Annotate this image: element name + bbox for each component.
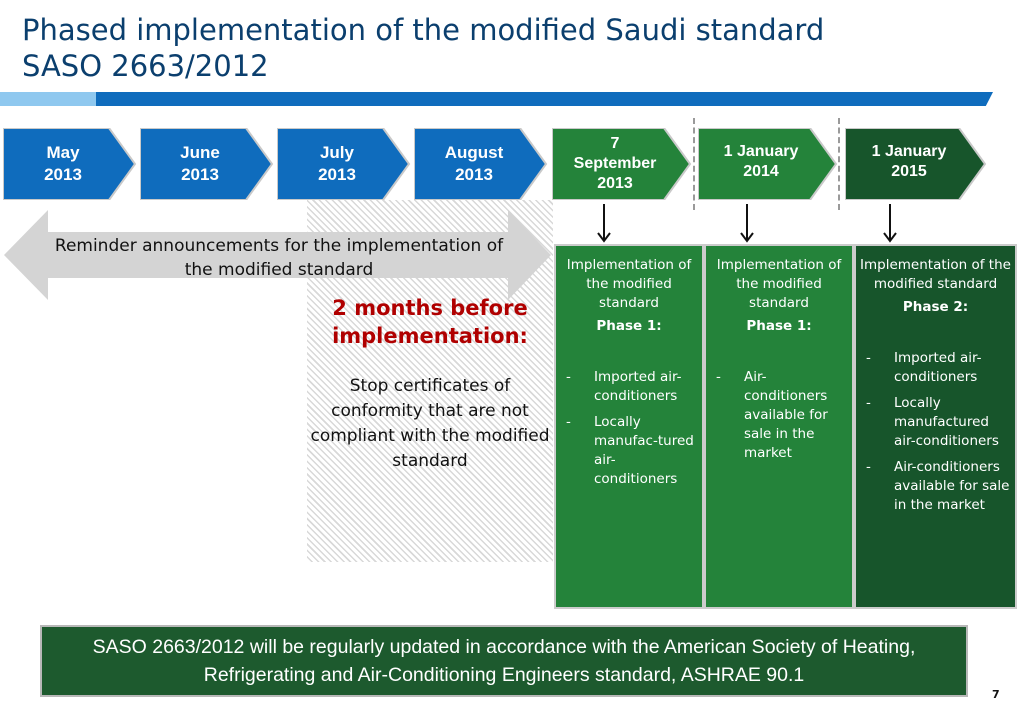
separator-dashed xyxy=(693,118,695,210)
panel-list xyxy=(706,368,852,463)
page-number: 7 xyxy=(992,688,1000,701)
title-rule-dark xyxy=(96,92,993,106)
panel-phase: Phase 1: xyxy=(596,318,662,334)
phase-panel-jan-2015 xyxy=(854,244,1017,609)
list-item: - Locally manufac-tured air-conditioners xyxy=(556,413,702,489)
down-arrow-icon xyxy=(596,204,612,244)
timeline-label: July 2013 xyxy=(318,143,356,184)
phase-panel-sep-2013 xyxy=(554,244,704,609)
timeline-step-july-2013 xyxy=(277,128,411,200)
title-line-1: Phased implementation of the modified Saudi standard xyxy=(22,13,825,47)
timeline-step-june-2013 xyxy=(140,128,274,200)
timeline-step-1-january-2015 xyxy=(845,128,987,200)
notice-body: Stop certificates of conformity that are not compliant with the modified standard xyxy=(310,376,550,471)
panel-heading: Implementation of the modified standard xyxy=(716,257,842,311)
panel-phase: Phase 2: xyxy=(902,299,969,315)
timeline-label: 1 January 2015 xyxy=(871,143,947,180)
timeline-label: 7 September 2013 xyxy=(573,135,657,192)
timeline-label: August 2013 xyxy=(444,143,504,184)
footer-note: SASO 2663/2012 will be regularly updated in accordance with the American Society of Heating, Refrigerating and Air-Conditioning Engineers standard, ASHRAE 90.1 xyxy=(40,625,968,697)
timeline-step-august-2013 xyxy=(414,128,548,200)
panel-heading: Implementation of the modified standard xyxy=(860,257,1011,292)
panel-list xyxy=(856,349,1015,515)
timeline-label: June 2013 xyxy=(180,143,220,184)
reminder-double-arrow xyxy=(4,208,552,302)
down-arrow-icon xyxy=(882,204,898,244)
timeline-label: May 2013 xyxy=(44,143,82,184)
timeline-step-1-january-2014 xyxy=(698,128,838,200)
timeline-step-may-2013 xyxy=(3,128,137,200)
list-item: - Imported air-conditioners xyxy=(856,349,1015,387)
panel-phase: Phase 1: xyxy=(746,318,812,334)
separator-dashed xyxy=(838,118,840,210)
title-line-2: SASO 2663/2012 xyxy=(22,49,269,83)
reminder-text: Reminder announcements for the implementation of the modified standard xyxy=(54,236,504,280)
list-item: - Air-conditioners available for sale in the market xyxy=(706,368,852,463)
list-item: - Air-conditioners available for sale in the market xyxy=(856,458,1015,515)
panel-heading: Implementation of the modified standard xyxy=(566,257,692,311)
phase-panel-jan-2014 xyxy=(704,244,854,609)
list-item: - Locally manufactured air-conditioners xyxy=(856,394,1015,451)
list-item: - Imported air-conditioners xyxy=(556,368,702,406)
timeline-step-7-september-2013 xyxy=(552,128,692,200)
panel-list xyxy=(556,368,702,489)
page-title xyxy=(22,12,982,84)
title-rule-light xyxy=(0,92,96,106)
timeline-label: 1 January 2014 xyxy=(723,143,799,180)
down-arrow-icon xyxy=(739,204,755,244)
notice-heading: 2 months before implementation: xyxy=(332,296,528,348)
